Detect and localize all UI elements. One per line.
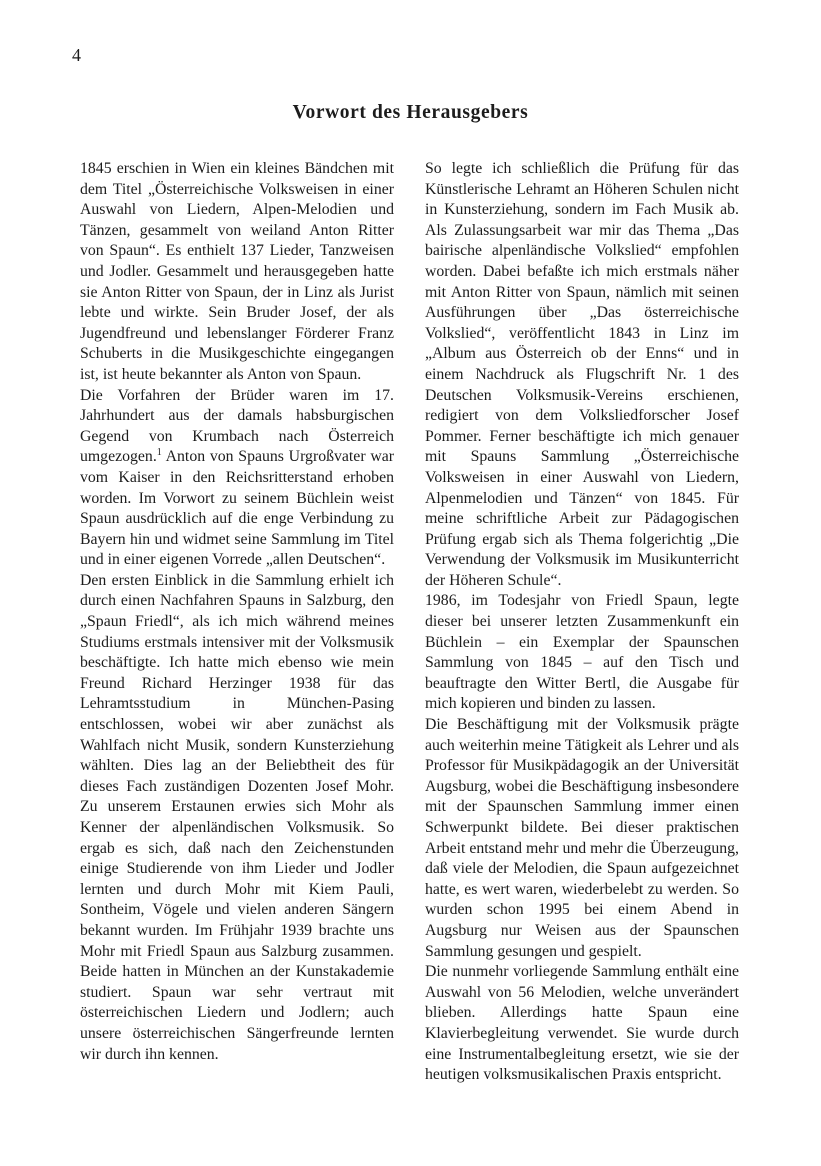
paragraph: So legte ich schließlich die Prüfung für das Künstlerische Lehramt an Höheren Schulen nicht in Kunsterziehung, sondern im Fach Musik ab. Als Zulassungsarbeit war mir das Thema „Das bairische alpenländische Volkslied“ empfohlen worden. Dabei befaßte ich mich erstmals näher mit Anton Ritter von Spaun, nämlich mit seinen Ausführungen über „Das österreichische Volkslied“, veröffentlicht 1843 in Linz im „Album aus Österreich ob der Enns“ und in einem Nachdruck als Flugschrift Nr. 1 des Deutschen Volksmusik-Vereins erschienen, redigiert von dem Volksliedforscher Josef Pommer. Ferner beschäftigte ich mich genauer mit Spauns Sammlung „Österreichische Volksweisen in einer Auswahl von Liedern, Alpenmelodien und Tänzen“ von 1845. Für meine schriftliche Arbeit zur Pädagogischen Prüfung ergab sich als Thema folgerichtig „Die Verwendung der Volksmusik im Musikunterricht der Höheren Schule“. [425, 160, 739, 589]
paragraph-text: Anton von Spauns Urgroßvater war vom Kaiser in den Reichsritterstand erhoben worden. Im Vorwort zu seinem Büchlein weist Spaun ausdrücklich auf die enge Verbindung zu Bayern hin und widmet seine Sammlung im Titel und in einer eigenen Vorrede „allen Deutschen“. [80, 448, 394, 569]
left-column [80, 159, 394, 1065]
paragraph [80, 571, 394, 1065]
page-number: 4 [72, 45, 81, 65]
paragraph: Die nunmehr vorliegende Sammlung enthält eine Auswahl von 56 Melodien, welche unverändert blieben. Allerdings hatte Spaun eine Klavierbegleitung verwendet. Sie wurde durch eine Instrumentalbegleitung ersetzt, wie sie der heutigen volksmusikalischen Praxis entspricht. [425, 963, 739, 1084]
footnote-marker: 1 [156, 447, 162, 459]
paragraph-text: Den ersten Einblick in die Sammlung erhielt ich durch einen Nachfahren Spauns in Salzburg, den „Spaun Friedl“, als ich mich während meines Studiums erstmals intensiver mit der Volksmusik beschäftigte. Ich hatte mich ebenso wie mein Freund Richard Herzinger 1938 für das Lehramtsstudium in München-Pasing entschlossen, wobei wir aber zunächst als Wahlfach nicht Musik, sondern Kunsterziehung wählten. Dies lag an der Beliebtheit des für dieses Fach zuständigen Dozenten Josef Mohr. Zu unserem Erstaunen erwies sich Mohr als Kenner der alpenländischen Volksmusik. So ergab es sich, daß nach den Zeichenstunden einige Studierende von ihm Lieder und Jodler lernten und durch Mohr mit Kiem Pauli, Sontheim, Vögele und vielen anderen Sängern bekannt wurden. Im Frühjahr 1939 brachte uns Mohr mit Friedl Spaun aus Salzburg zusammen. Beide hatten in München an der Kunstakademie studiert. Spaun war sehr vertraut mit österreichischen Liedern und Jodlern; auch unsere österreichischen Sängerfreunde lernten wir durch ihn kennen. [80, 571, 394, 1063]
paragraph: 1986, im Todesjahr von Friedl Spaun, legte dieser bei unserer letzten Zusammenkunft ein Büchlein – ein Exemplar der Spaunschen Sammlung von 1845 – auf den Tisch und beauftragte den Witter Bertl, die Ausgabe für mich kopieren und binden zu lassen. [425, 592, 739, 713]
right-column [425, 159, 739, 1086]
paragraph: Die Beschäftigung mit der Volksmusik prägte auch weiterhin meine Tätigkeit als Lehrer und als Professor für Musikpädagogik an der Universität Augsburg, wobei die Beschäftigung insbesondere mit der Spaunschen Sammlung immer einen Schwerpunkt bildete. Bei dieser praktischen Arbeit entstand mehr und mehr die Überzeugung, daß viele der Melodien, die Spaun aufgezeichnet hatte, es wert waren, wiederbelebt zu werden. So wurden schon 1995 bei einem Abend in Augsburg nur Weisen aus der Spaunschen Sammlung gesungen und gespielt. [425, 716, 739, 960]
paragraph [80, 159, 394, 386]
paragraph-text: Die Vorfahren der Brüder waren im 17. Jahrhundert aus der damals habsburgischen Gegend von Krumbach nach Österreich umgezogen. [80, 386, 394, 466]
paragraph-text: 1845 erschien in Wien ein kleines Bändchen mit dem Titel „Österreichische Volksweisen in einer Auswahl von Liedern, Alpen-Melodien und Tänzen, gesammelt von weiland Anton Ritter von Spaun“. Es enthielt 137 Lieder, Tanzweisen und Jodler. Gesammelt und herausgegeben hatte sie Anton Ritter von Spaun, der in Linz als Jurist lebte und wirkte. Sein Bruder Josef, der als Jugendfreund und lebenslanger Förderer Franz Schuberts in die Musikgeschichte eingegangen ist, ist heute bekannter als Anton von Spaun. [80, 160, 394, 383]
page-title: Vorwort des Herausgebers [292, 102, 529, 123]
paragraph [80, 386, 394, 571]
